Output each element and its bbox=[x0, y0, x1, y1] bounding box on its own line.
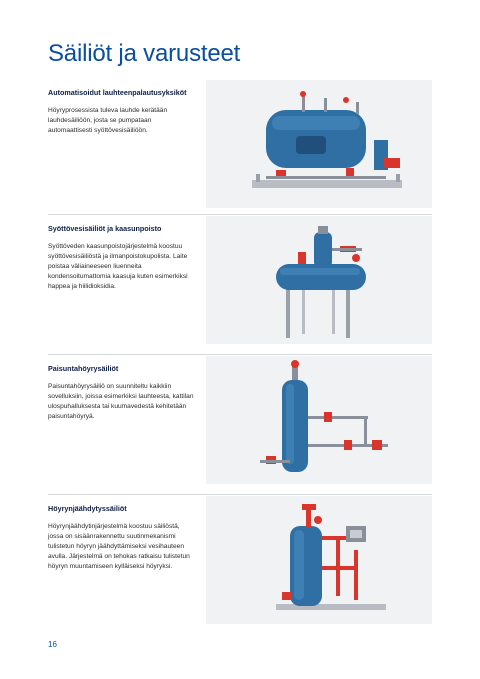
section-heading: Syöttövesisäiliöt ja kaasunpoisto bbox=[48, 224, 162, 233]
section-divider bbox=[48, 494, 432, 495]
section-heading: Automatisoidut lauhteenpalautusyksiköt bbox=[48, 88, 187, 97]
section-heading: Höyrynjäähdytyssäiliöt bbox=[48, 504, 127, 513]
page-number: 16 bbox=[48, 640, 57, 649]
section-condensate-return bbox=[48, 88, 432, 208]
section-feedwater-tank bbox=[48, 224, 432, 344]
page-title: Säiliöt ja varusteet bbox=[48, 40, 241, 67]
section-flash-steam bbox=[48, 364, 432, 484]
section-divider bbox=[48, 354, 432, 355]
section-desuperheater bbox=[48, 504, 432, 624]
feedwater-tank-deaerator-image bbox=[206, 216, 432, 344]
condensate-return-unit-image bbox=[206, 80, 432, 208]
section-body: Höyryprosessista tuleva lauhde kerätään lauhdesäiliöön, josta se pumpataan automaattisesti syöttövesisäiliöön. bbox=[48, 107, 168, 134]
section-body: Höyrynjäähdytinjärjestelmä koostuu säiliöstä, jossa on sisäänrakennettu suutinmekanismi tulistetun höyryn jäähdyttämiseksi vesihauteen avulla. Järjestelmä on tehokas ratkaisu tulistetun höyryn muuntamiseen kylläiseksi höyryksi. bbox=[48, 523, 190, 570]
section-divider bbox=[48, 214, 432, 215]
section-heading: Paisuntahöyrysäiliöt bbox=[48, 364, 119, 373]
section-body: Syöttöveden kaasunpoistojärjestelmä koostuu syöttövesisäiliöstä ja ilmanpoistokupolista. Laite poistaa väliaineeseen liuenneita kondensoitumattomia kaasuja kuten esimerkiksi happea ja hiilidioksidia. bbox=[48, 243, 188, 290]
desuperheater-vessel-image bbox=[206, 496, 432, 624]
flash-steam-vessel-image bbox=[206, 356, 432, 484]
section-body: Paisuntahöyrysäiliö on suunniteltu kaikkiin sovelluksiin, joissa esimerkiksi lauhteesta, kattilan ulospuhalluksesta tai kuumavedestä kehitetään paisuntahöyryä. bbox=[48, 383, 194, 420]
